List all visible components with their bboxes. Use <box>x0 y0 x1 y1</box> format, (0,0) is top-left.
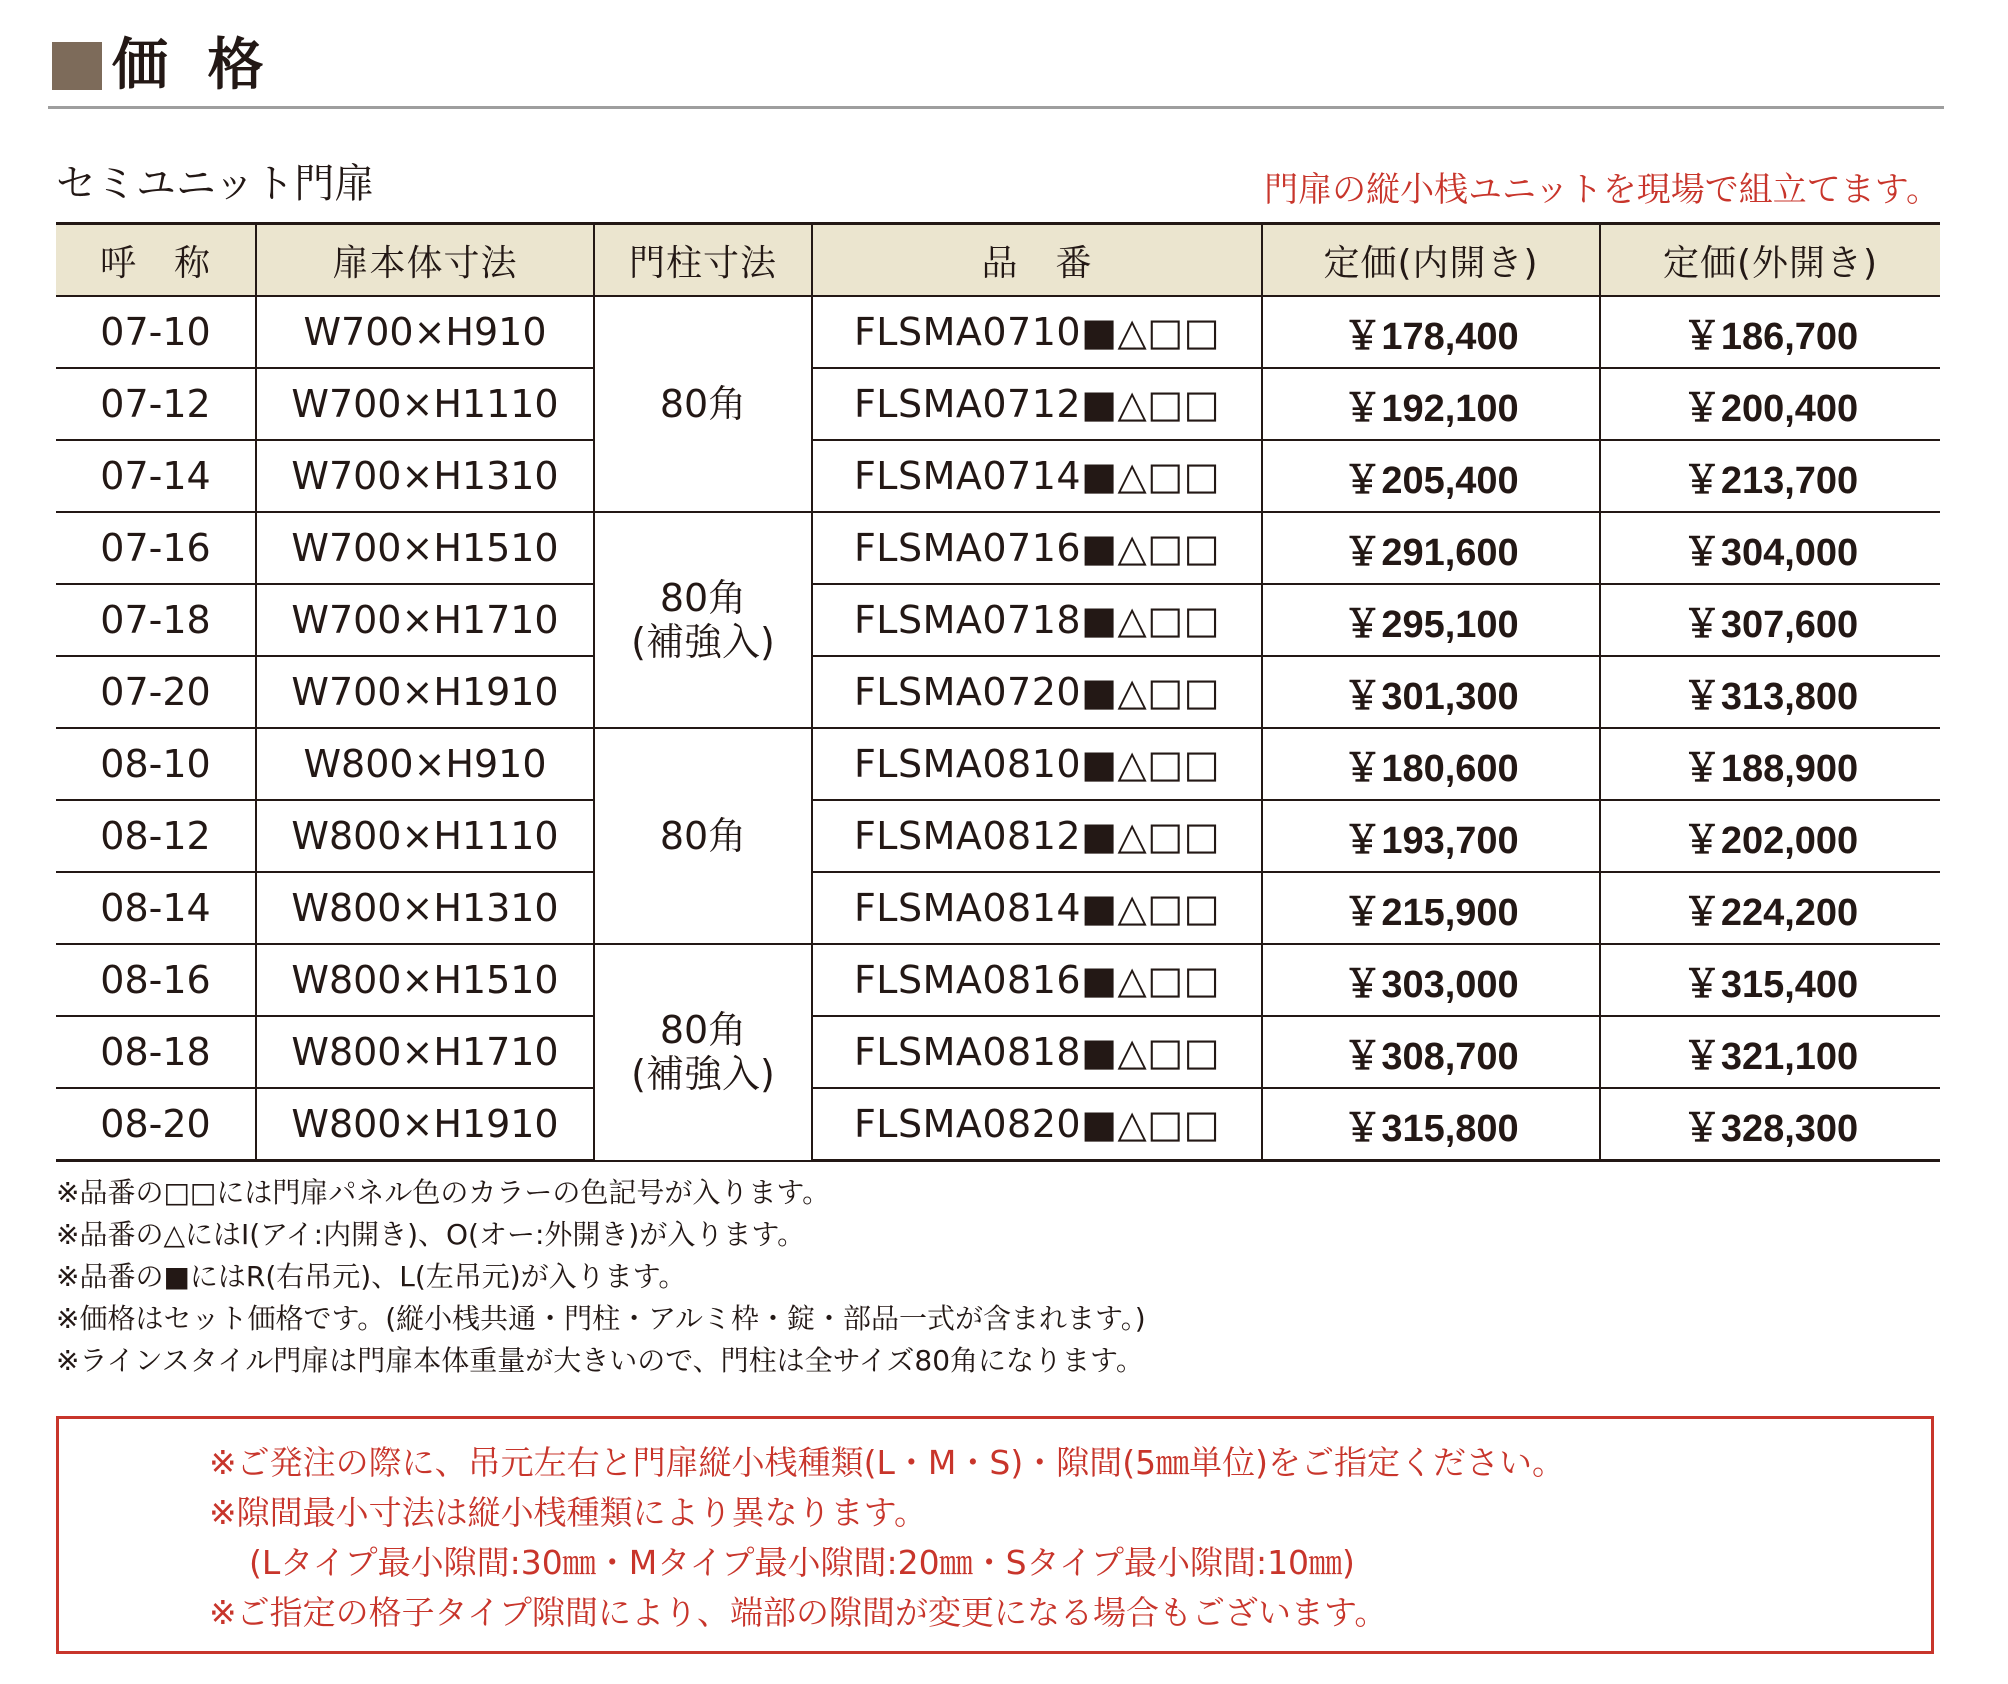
cell-price-in: ￥303,000 <box>1262 944 1600 1016</box>
cell-name: 07-16 <box>56 512 256 584</box>
post-size: 80角 <box>659 576 747 620</box>
post-reinforced: (補強入) <box>631 1052 775 1097</box>
section-square-icon <box>52 42 102 90</box>
cell-code: FLSMA0720■△□□ <box>812 656 1262 728</box>
product-title: セミユニット門扉 <box>56 161 375 207</box>
cell-code: FLSMA0810■△□□ <box>812 728 1262 800</box>
cell-post <box>594 512 812 728</box>
cell-name: 08-14 <box>56 872 256 944</box>
cell-price-out: ￥202,000 <box>1600 800 1940 872</box>
note-item: ※ラインスタイル門扉は門扉本体重量が大きいので、門柱は全サイズ80角になります。 <box>56 1344 1144 1377</box>
cell-name: 07-18 <box>56 584 256 656</box>
cell-price-out: ￥186,700 <box>1600 296 1940 368</box>
post-size: 80角 <box>659 814 747 858</box>
note-item: ※品番の□□には門扉パネル色のカラーの色記号が入ります。 <box>56 1176 831 1209</box>
post-size: 80角 <box>659 1008 747 1053</box>
cell-size: W800×H1110 <box>256 800 594 872</box>
product-note: 門扉の縦小桟ユニットを現場で組立てます。 <box>1264 170 1940 210</box>
cell-name: 08-16 <box>56 944 256 1016</box>
table-row <box>56 584 1940 656</box>
table-row <box>56 1088 1940 1161</box>
price-table <box>56 222 1940 1162</box>
cell-price-out: ￥200,400 <box>1600 368 1940 440</box>
cell-code: FLSMA0820■△□□ <box>812 1088 1262 1161</box>
cell-name: 07-12 <box>56 368 256 440</box>
header-name: 呼 称 <box>56 224 256 297</box>
cell-price-in: ￥315,800 <box>1262 1088 1600 1161</box>
cell-code: FLSMA0718■△□□ <box>812 584 1262 656</box>
cell-price-out: ￥188,900 <box>1600 728 1940 800</box>
cell-price-out: ￥315,400 <box>1600 944 1940 1016</box>
order-warning-box <box>56 1416 1934 1654</box>
post-reinforced: (補強入) <box>631 620 775 664</box>
cell-post <box>594 728 812 944</box>
cell-size: W800×H910 <box>256 728 594 800</box>
cell-price-in: ￥301,300 <box>1262 656 1600 728</box>
cell-price-in: ￥192,100 <box>1262 368 1600 440</box>
cell-name: 08-20 <box>56 1088 256 1161</box>
cell-size: W700×H1310 <box>256 440 594 512</box>
note-item: ※品番の■にはR(右吊元)、L(左吊元)が入ります。 <box>56 1260 687 1293</box>
cell-price-out: ￥304,000 <box>1600 512 1940 584</box>
cell-code: FLSMA0710■△□□ <box>812 296 1262 368</box>
cell-price-out: ￥213,700 <box>1600 440 1940 512</box>
cell-code: FLSMA0714■△□□ <box>812 440 1262 512</box>
cell-size: W700×H1110 <box>256 368 594 440</box>
cell-size: W700×H1710 <box>256 584 594 656</box>
cell-size: W800×H1910 <box>256 1088 594 1161</box>
table-row <box>56 512 1940 584</box>
table-row <box>56 872 1940 944</box>
cell-price-in: ￥180,600 <box>1262 728 1600 800</box>
cell-code: FLSMA0812■△□□ <box>812 800 1262 872</box>
header-price-out: 定価(外開き) <box>1600 224 1940 297</box>
table-row <box>56 944 1940 1016</box>
table-row <box>56 800 1940 872</box>
table-row <box>56 728 1940 800</box>
cell-name: 08-10 <box>56 728 256 800</box>
cell-price-in: ￥295,100 <box>1262 584 1600 656</box>
table-row <box>56 296 1940 368</box>
header-price-in: 定価(内開き) <box>1262 224 1600 297</box>
cell-name: 08-12 <box>56 800 256 872</box>
warning-line: ※ご発注の際に、吊元左右と門扉縦小桟種類(L・M・S)・隙間(5㎜単位)をご指定ください。 <box>209 1443 1565 1482</box>
warning-line: (Lタイプ最小隙間:30㎜・Mタイプ最小隙間:20㎜・Sタイプ最小隙間:10㎜) <box>249 1543 1355 1582</box>
cell-size: W700×H1510 <box>256 512 594 584</box>
cell-size: W800×H1310 <box>256 872 594 944</box>
warning-line: ※ご指定の格子タイプ隙間により、端部の隙間が変更になる場合もございます。 <box>209 1593 1388 1632</box>
cell-name: 08-18 <box>56 1016 256 1088</box>
cell-price-out: ￥307,600 <box>1600 584 1940 656</box>
table-row <box>56 1016 1940 1088</box>
notes-list <box>56 1172 1936 1382</box>
cell-code: FLSMA0814■△□□ <box>812 872 1262 944</box>
cell-price-out: ￥313,800 <box>1600 656 1940 728</box>
note-item: ※品番の△にはI(アイ:内開き)、O(オー:外開き)が入ります。 <box>56 1218 806 1251</box>
cell-size: W800×H1710 <box>256 1016 594 1088</box>
cell-code: FLSMA0818■△□□ <box>812 1016 1262 1088</box>
section-title: 価 格 <box>112 33 274 98</box>
cell-price-out: ￥328,300 <box>1600 1088 1940 1161</box>
cell-name: 07-20 <box>56 656 256 728</box>
header-size: 扉本体寸法 <box>256 224 594 297</box>
cell-price-in: ￥193,700 <box>1262 800 1600 872</box>
section-divider <box>48 106 1944 109</box>
note-item: ※価格はセット価格です。(縦小桟共通・門柱・アルミ枠・錠・部品一式が含まれます。) <box>56 1302 1146 1335</box>
table-row <box>56 656 1940 728</box>
cell-post <box>594 296 812 512</box>
cell-price-out: ￥321,100 <box>1600 1016 1940 1088</box>
cell-price-in: ￥308,700 <box>1262 1016 1600 1088</box>
cell-code: FLSMA0816■△□□ <box>812 944 1262 1016</box>
table-row <box>56 440 1940 512</box>
cell-code: FLSMA0712■△□□ <box>812 368 1262 440</box>
warning-line: ※隙間最小寸法は縦小桟種類により異なります。 <box>209 1493 928 1532</box>
cell-name: 07-10 <box>56 296 256 368</box>
cell-code: FLSMA0716■△□□ <box>812 512 1262 584</box>
cell-price-out: ￥224,200 <box>1600 872 1940 944</box>
cell-size: W700×H1910 <box>256 656 594 728</box>
cell-price-in: ￥205,400 <box>1262 440 1600 512</box>
cell-post <box>594 944 812 1161</box>
header-post: 門柱寸法 <box>594 224 812 297</box>
header-code: 品 番 <box>812 224 1262 297</box>
section-header <box>52 30 1948 110</box>
cell-size: W700×H910 <box>256 296 594 368</box>
table-row <box>56 368 1940 440</box>
table-header-row <box>56 224 1940 297</box>
cell-price-in: ￥291,600 <box>1262 512 1600 584</box>
post-size: 80角 <box>659 382 747 426</box>
cell-name: 07-14 <box>56 440 256 512</box>
cell-size: W800×H1510 <box>256 944 594 1016</box>
cell-price-in: ￥178,400 <box>1262 296 1600 368</box>
cell-price-in: ￥215,900 <box>1262 872 1600 944</box>
